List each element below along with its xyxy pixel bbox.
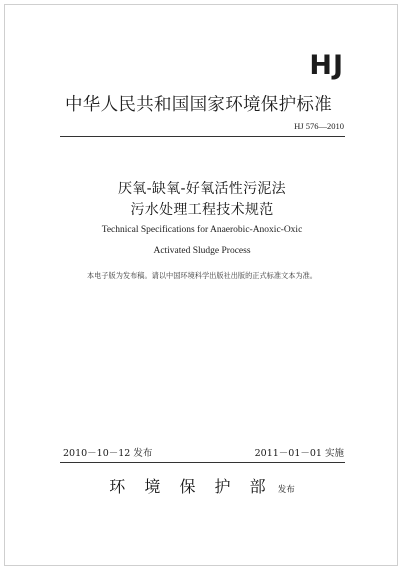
hj-logo: HJ (309, 50, 344, 81)
issue-date: 2010－10－12 发布 (63, 448, 153, 459)
document-title-cn-line1: 厌氧-缺氧-好氧活性污泥法 (117, 181, 286, 197)
electronic-version-notice: 本电子版为发布稿。请以中国环境科学出版社出版的正式标准文本为准。 (86, 271, 317, 280)
bottom-divider (60, 462, 345, 463)
document-title-en-line1: Technical Specifications for Anaerobic-Anoxic-Oxic (101, 225, 303, 235)
document-title-en-line2: Activated Sludge Process (153, 246, 251, 256)
standard-number: HJ 576—2010 (294, 121, 344, 131)
document-title-cn-line2: 污水处理工程技术规范 (130, 202, 274, 218)
top-divider (60, 136, 345, 137)
standard-title: 中华人民共和国国家环境保护标准 (65, 95, 332, 115)
issuer-suffix: 发布 (277, 485, 295, 495)
implementation-date: 2011－01－01 实施 (254, 448, 344, 459)
issuer (0, 474, 404, 497)
issuer-name: 环 境 保 护 部 (109, 477, 273, 496)
